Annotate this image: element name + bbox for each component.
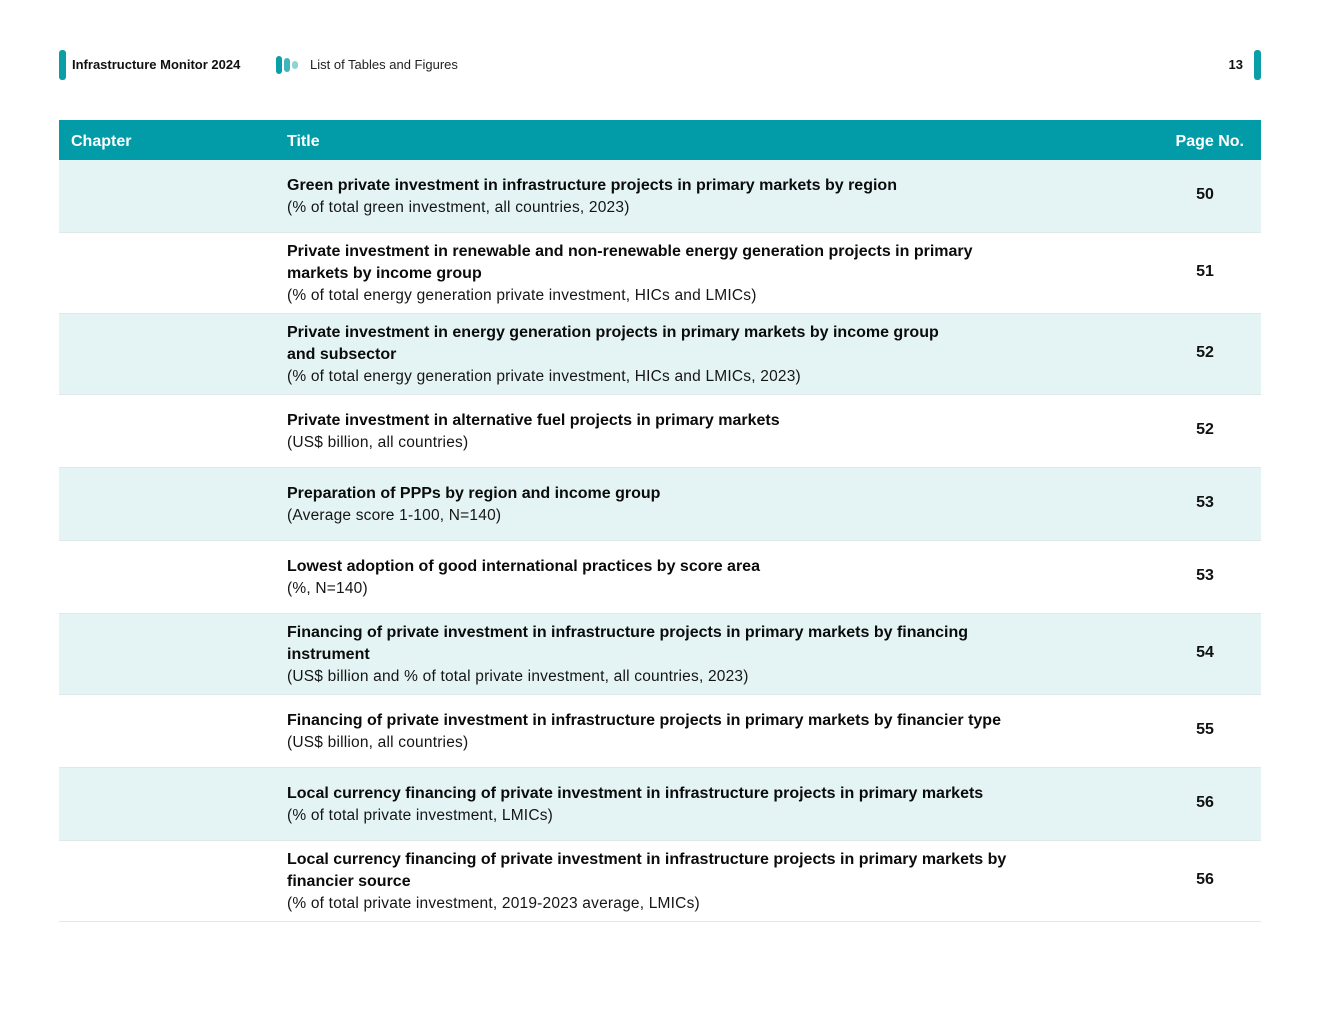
column-header-title: Title: [287, 133, 320, 150]
page-number-cell: 52: [1196, 344, 1214, 361]
figure-subtitle: (% of total green investment, all countries, 2023): [287, 199, 630, 216]
title-cell: [287, 849, 1137, 915]
figure-subtitle: (% of total private investment, 2019-2023 average, LMICs): [287, 895, 700, 912]
page-number-cell: 55: [1196, 721, 1214, 738]
figure-subtitle: (% of total energy generation private investment, HICs and LMICs, 2023): [287, 368, 801, 385]
title-cell: [287, 410, 1137, 454]
figure-subtitle: (Average score 1-100, N=140): [287, 507, 502, 524]
title-cell: [287, 556, 1137, 600]
figure-title-line: Financing of private investment in infrastructure projects in primary markets by financier type: [287, 712, 1001, 729]
table-row: [59, 160, 1261, 233]
header-accent-bar-left: [59, 50, 66, 80]
title-cell: [287, 322, 1137, 388]
page-number-cell: 53: [1196, 494, 1214, 511]
title-cell: [287, 622, 1137, 688]
title-cell: [287, 783, 1137, 827]
table-row: [59, 233, 1261, 314]
page-number-cell: 51: [1196, 263, 1214, 280]
figure-title-line: Preparation of PPPs by region and income group: [287, 485, 661, 502]
page-number: 13: [1228, 57, 1243, 72]
page-header: [59, 50, 1261, 80]
table-body: [59, 160, 1261, 922]
title-cell: [287, 710, 1137, 754]
column-header-page: Page No.: [1175, 133, 1244, 150]
figure-title-line: and subsector: [287, 346, 397, 363]
table-header: [59, 120, 1261, 160]
title-cell: [287, 483, 1137, 527]
document-title: Infrastructure Monitor 2024: [72, 57, 241, 72]
figure-title-line: Local currency financing of private investment in infrastructure projects in primary markets by: [287, 851, 1007, 868]
figure-title-line: Financing of private investment in infrastructure projects in primary markets by financing: [287, 624, 969, 641]
figure-subtitle: (% of total private investment, LMICs): [287, 807, 554, 824]
header-accent-bar-right: [1254, 50, 1261, 80]
table-row: [59, 314, 1261, 395]
table-row: [59, 841, 1261, 922]
figure-subtitle: (% of total energy generation private investment, HICs and LMICs): [287, 287, 757, 304]
figures-table: [59, 120, 1261, 922]
page-number-cell: 50: [1196, 186, 1214, 203]
table-row: [59, 468, 1261, 541]
figure-title-line: Private investment in energy generation projects in primary markets by income group: [287, 324, 939, 341]
title-cell: [287, 241, 1137, 307]
figure-title-line: Green private investment in infrastructure projects in primary markets by region: [287, 177, 897, 194]
table-row: [59, 768, 1261, 841]
figure-title-line: markets by income group: [287, 265, 482, 282]
figure-title-line: Private investment in renewable and non-renewable energy generation projects in primary: [287, 243, 973, 260]
figure-subtitle: (US$ billion and % of total private investment, all countries, 2023): [287, 668, 749, 685]
page-number-cell: 56: [1196, 871, 1214, 888]
figure-title-line: financier source: [287, 873, 411, 890]
figure-subtitle: (US$ billion, all countries): [287, 734, 469, 751]
table-row: [59, 695, 1261, 768]
figure-subtitle: (US$ billion, all countries): [287, 434, 469, 451]
header-decoration-icon: [276, 56, 302, 74]
figure-title-line: Private investment in alternative fuel projects in primary markets: [287, 412, 780, 429]
figure-title-line: instrument: [287, 646, 370, 663]
column-header-chapter: Chapter: [71, 133, 132, 150]
page-number-cell: 56: [1196, 794, 1214, 811]
page-number-cell: 52: [1196, 421, 1214, 438]
title-cell: [287, 175, 1137, 219]
figure-subtitle: (%, N=140): [287, 580, 368, 597]
section-title: List of Tables and Figures: [310, 57, 458, 72]
table-row: [59, 541, 1261, 614]
figure-title-line: Local currency financing of private investment in infrastructure projects in primary markets: [287, 785, 984, 802]
table-row: [59, 614, 1261, 695]
table-row: [59, 395, 1261, 468]
page-number-cell: 53: [1196, 567, 1214, 584]
page-number-cell: 54: [1196, 644, 1214, 661]
figure-title-line: Lowest adoption of good international practices by score area: [287, 558, 760, 575]
